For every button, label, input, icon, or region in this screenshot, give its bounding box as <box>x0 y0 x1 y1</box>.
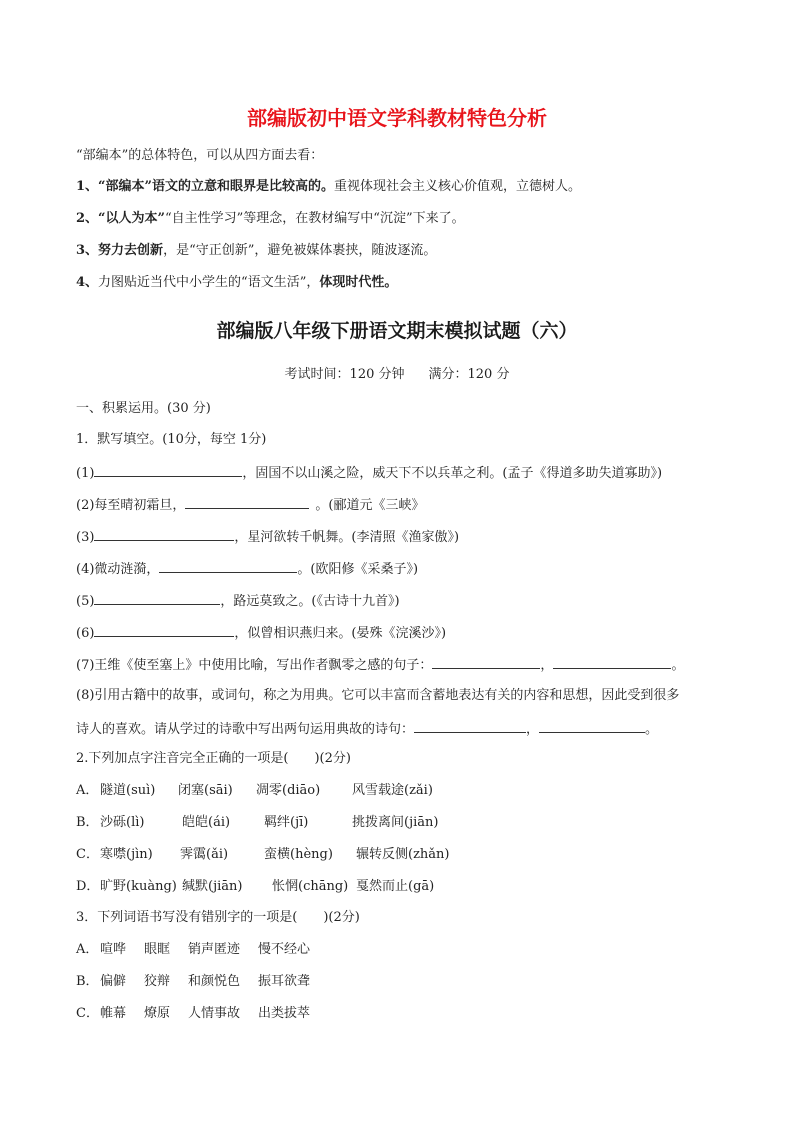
option-label: A． <box>76 783 99 798</box>
option-label: C． <box>76 847 99 862</box>
answer-blank[interactable] <box>185 495 309 509</box>
item-separator: ， <box>526 722 540 737</box>
option-word: 风雪载途(zǎi) <box>352 783 433 798</box>
header-point-3 <box>76 242 436 260</box>
option-word: 销声匿迹 <box>188 942 241 957</box>
item-suffix: ，固国不以山溪之险，威天下不以兵革之利。(孟子《得道多助失道寡助》) <box>242 466 663 481</box>
q1-item-8-line-2 <box>76 719 658 739</box>
option-word: 旷野(kuàng) <box>100 879 177 894</box>
option-label: B． <box>76 815 99 830</box>
header-intro: “部编本”的总体特色，可以从四方面去看： <box>76 148 324 163</box>
point-bold: “以人为本” <box>98 211 166 226</box>
option-word: 振耳欲聋 <box>258 974 311 989</box>
option-word: 出类拔萃 <box>258 1006 311 1021</box>
item-suffix: 。(郦道元《三峡》 <box>315 498 425 513</box>
option-word: 沙砾(lì) <box>100 815 145 830</box>
item-suffix: ，似曾相识燕归来。(晏殊《浣溪沙》) <box>234 626 447 641</box>
option-word: 戛然而止(gā) <box>356 879 435 894</box>
header-point-4 <box>76 274 397 292</box>
point-rest: 重视体现社会主义核心价值观，立德树人。 <box>334 179 582 194</box>
answer-blank[interactable] <box>539 719 645 733</box>
point-bold: 体现时代性。 <box>319 275 398 290</box>
option-word: 辗转反侧(zhǎn) <box>356 847 450 862</box>
option-word: 偏僻 <box>100 974 127 989</box>
point-num: 3、 <box>76 243 99 258</box>
point-rest: 力图贴近当代中小学生的“语文生活”， <box>98 275 320 290</box>
option-word: 缄默(jiān) <box>182 879 243 894</box>
answer-blank[interactable] <box>432 655 540 669</box>
q2-option-a <box>76 782 433 800</box>
option-word: 霁霭(ǎi) <box>180 847 229 862</box>
answer-blank[interactable] <box>94 623 234 637</box>
q1-item-4 <box>76 559 418 579</box>
option-word: 蛮横(hèng) <box>264 847 333 862</box>
q1-item-8-line-1: (8)引用古籍中的故事，或词句，称之为用典。它可以丰富而含蓄地表达有关的内容和思想，因此受到很多 <box>76 688 680 703</box>
item-separator: ， <box>540 658 554 673</box>
exam-score: 满分：120 分 <box>428 367 510 382</box>
exam-time: 考试时间：120 分钟 <box>284 367 405 382</box>
item-prefix: (7)王维《使至塞上》中使用比喻，写出作者飘零之感的句子： <box>76 658 433 673</box>
item-suffix: ，路远莫致之。(《古诗十九首》) <box>220 594 400 609</box>
header-point-1 <box>76 178 581 196</box>
option-word: 闭塞(sāi) <box>178 783 233 798</box>
q1-item-1 <box>76 463 662 483</box>
q1-item-6 <box>76 623 446 643</box>
answer-blank[interactable] <box>414 719 526 733</box>
option-word: 帷幕 <box>100 1006 127 1021</box>
point-rest: ，是“守正创新”，避免被媒体裹挟，随波逐流。 <box>163 243 437 258</box>
point-num: 4、 <box>76 275 99 290</box>
option-word: 喧哗 <box>100 942 127 957</box>
item-prefix: (1) <box>76 466 95 481</box>
option-word: 皑皑(ái) <box>182 815 231 830</box>
answer-blank[interactable] <box>94 463 242 477</box>
item-prefix: (4)微动涟漪， <box>76 562 160 577</box>
section-1-heading: 一、积累运用。(30 分) <box>76 401 211 416</box>
q2-option-b <box>76 814 438 832</box>
q1-stem: 1．默写填空。(10分，每空 1分) <box>76 432 267 447</box>
answer-blank[interactable] <box>94 591 220 605</box>
item-prefix: (6) <box>76 626 95 641</box>
option-word: 羁绊(jī) <box>264 815 309 830</box>
item-suffix: 。 <box>671 658 685 673</box>
item-prefix: (2)每至晴初霜旦， <box>76 498 186 513</box>
option-word: 狡辩 <box>144 974 171 989</box>
option-word: 和颜悦色 <box>188 974 241 989</box>
option-word: 怅惘(chāng) <box>272 879 349 894</box>
q3-stem: 3．下列词语书写没有错别字的一项是( )(2分) <box>76 910 360 925</box>
answer-blank[interactable] <box>553 655 671 669</box>
item-prefix: 诗人的喜欢。请从学过的诗歌中写出两句运用典故的诗句： <box>76 722 415 737</box>
q1-item-5 <box>76 591 400 611</box>
header-title: 部编版初中语文学科教材特色分析 <box>247 106 547 130</box>
q3-option-c <box>76 1005 310 1023</box>
item-prefix: (5) <box>76 594 95 609</box>
point-bold: 努力去创新 <box>98 243 164 258</box>
q2-stem: 2.下列加点字注音完全正确的一项是( )(2分) <box>76 751 351 766</box>
option-label: B． <box>76 974 99 989</box>
option-word: 慢不经心 <box>258 942 311 957</box>
q2-option-d <box>76 878 434 896</box>
option-word: 燎原 <box>144 1006 171 1021</box>
point-rest: “自主性学习”等理念，在教材编写中“沉淀”下来了。 <box>165 211 465 226</box>
option-word: 眼眶 <box>144 942 171 957</box>
q3-option-a <box>76 941 310 959</box>
option-label: D． <box>76 879 100 894</box>
q3-option-b <box>76 973 310 991</box>
option-word: 隧道(suì) <box>100 783 156 798</box>
point-bold: “部编本”语文的立意和眼界是比较高的。 <box>98 179 335 194</box>
item-prefix: (3) <box>76 530 95 545</box>
q2-option-c <box>76 846 450 864</box>
option-label: C． <box>76 1006 99 1021</box>
point-num: 2、 <box>76 211 99 226</box>
exam-title: 部编版八年级下册语文期末模拟试题（六） <box>216 320 578 342</box>
item-suffix: 。(欧阳修《采桑子》) <box>297 562 419 577</box>
option-label: A． <box>76 942 99 957</box>
point-num: 1、 <box>76 179 99 194</box>
item-suffix: 。 <box>645 722 659 737</box>
option-word: 寒噤(jìn) <box>100 847 153 862</box>
item-suffix: ，星河欲转千帆舞。(李清照《渔家傲》) <box>234 530 460 545</box>
option-word: 挑拨离间(jiān) <box>352 815 439 830</box>
header-point-2 <box>76 210 465 228</box>
exam-info <box>0 366 794 384</box>
answer-blank[interactable] <box>159 559 297 573</box>
q1-item-3 <box>76 527 459 547</box>
answer-blank[interactable] <box>94 527 234 541</box>
option-word: 人情事故 <box>188 1006 241 1021</box>
q1-item-7 <box>76 655 684 675</box>
option-word: 凋零(diāo) <box>256 783 321 798</box>
q1-item-2 <box>76 495 425 515</box>
